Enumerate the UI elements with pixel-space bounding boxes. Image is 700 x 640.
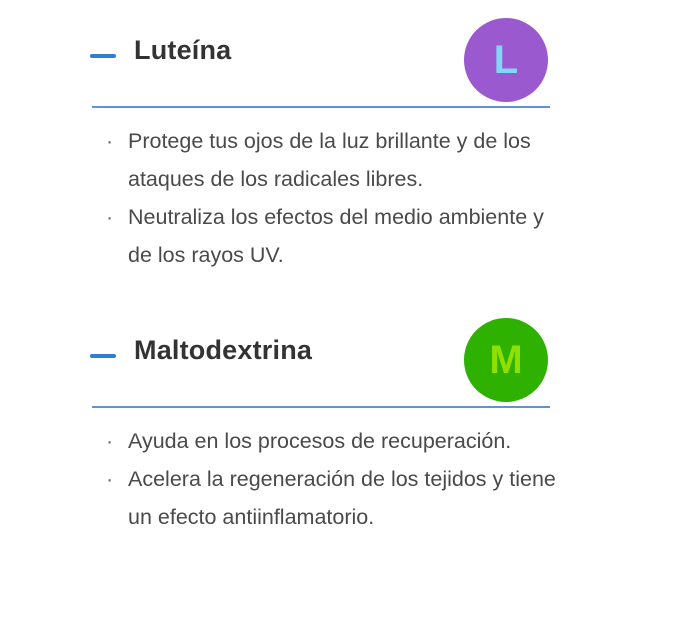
- list-item: [100, 122, 570, 198]
- bullet-icon: ·: [106, 205, 114, 229]
- list-item-text: Protege tus ojos de la luz brillante y de los ataques de los radicales libres.: [128, 129, 531, 191]
- badge-letter: M: [489, 337, 523, 382]
- benefit-list: [100, 122, 570, 274]
- list-item: [100, 198, 570, 274]
- list-item-text: Ayuda en los procesos de recuperación.: [128, 429, 512, 453]
- ingredient-section-maltodextrina: [0, 310, 700, 529]
- section-title: Luteína: [134, 35, 232, 65]
- bullet-icon: ·: [106, 429, 114, 453]
- section-title: Maltodextrina: [134, 335, 313, 365]
- divider: [92, 106, 550, 108]
- list-item: [100, 422, 570, 460]
- section-header: [0, 10, 700, 100]
- ingredient-section-luteina: [0, 10, 700, 267]
- ingredient-badge: [464, 318, 548, 402]
- benefit-list: [100, 422, 570, 536]
- accent-dash-icon: [90, 54, 116, 58]
- section-header: [0, 310, 700, 400]
- list-item-text: Acelera la regeneración de los tejidos y tiene un efecto antiinflamatorio.: [128, 467, 556, 529]
- badge-letter: L: [493, 37, 519, 82]
- list-item: [100, 460, 570, 536]
- list-item-text: Neutraliza los efectos del medio ambiente y de los rayos UV.: [128, 205, 544, 267]
- bullet-icon: ·: [106, 467, 114, 491]
- accent-dash-icon: [90, 354, 116, 358]
- ingredient-badge: [464, 18, 548, 102]
- bullet-icon: ·: [106, 129, 114, 153]
- divider: [92, 406, 550, 408]
